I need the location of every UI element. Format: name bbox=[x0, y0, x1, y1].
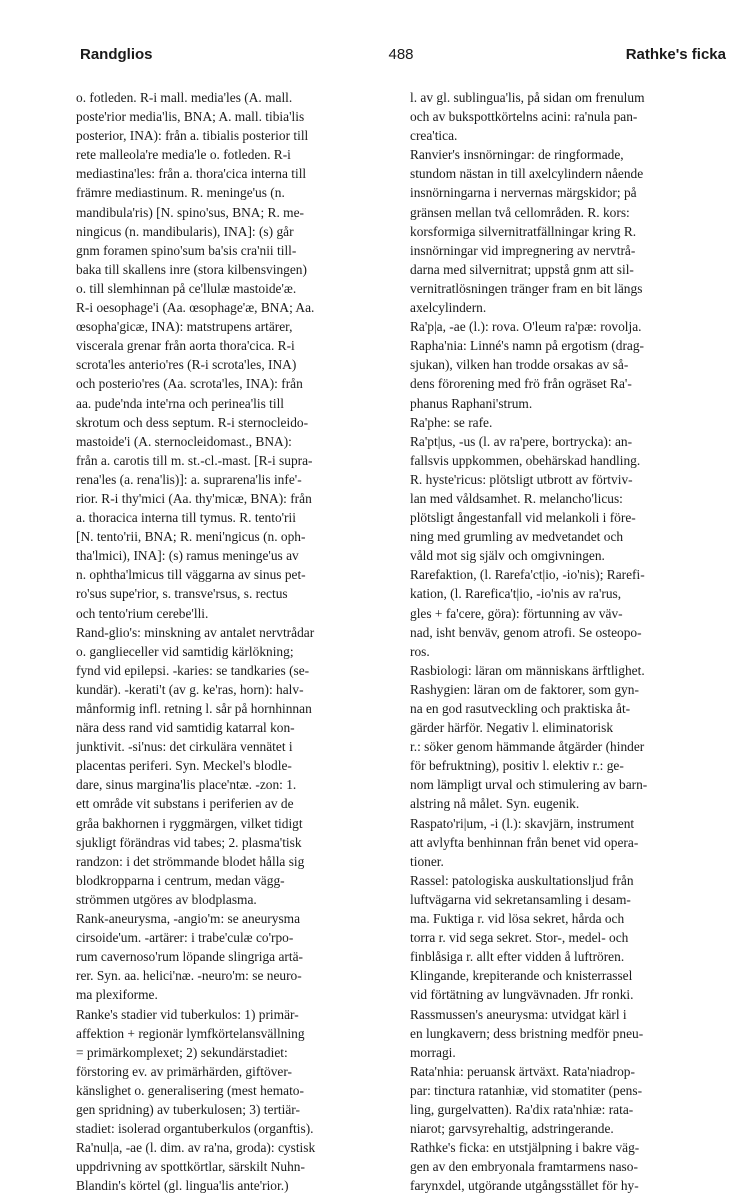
text-line: junktivit. -si'nus: det cirkulära vennätet i bbox=[76, 739, 293, 755]
text-line: strömmen utgöres av blodplasma. bbox=[76, 891, 257, 907]
text-line: en lungkavern; dess bristning medför pneu- bbox=[410, 1025, 644, 1041]
text-line: mandibula'ris) [N. spino'sus, BNA; R. me- bbox=[76, 204, 304, 220]
text-line: viscerala grenar från aorta thora'cica. R-i bbox=[76, 338, 295, 354]
text-line: Klingande, krepiterande och knisterrassel bbox=[410, 968, 633, 984]
text-line: ning med grumling av medvetandet och bbox=[410, 529, 624, 545]
text-line: n. ophtha'lmicus till väggarna av sinus pet- bbox=[76, 567, 306, 583]
text-line: Blandin's körtel (gl. lingua'lis ante'rior.) bbox=[76, 1178, 289, 1194]
text-line: främre mediastinum. R. meninge'us (n. bbox=[76, 185, 285, 201]
text-line: ma plexiforme. bbox=[76, 987, 158, 1003]
text-line: kundär). -kerati't (av g. ke'ras, horn): halv- bbox=[76, 681, 304, 697]
text-columns bbox=[76, 88, 726, 1195]
text-line: rete malleola're media'le o. fotleden. R-i bbox=[76, 147, 291, 163]
header-first-entry: Randglios bbox=[80, 46, 153, 63]
text-line: phanus Raphani'strum. bbox=[410, 395, 533, 411]
text-line: mastoide'i (A. sternocleidomast., BNA): bbox=[76, 433, 292, 449]
text-line: att avlyfta benhinnan från benet vid opera- bbox=[410, 834, 639, 850]
header-last-entry: Rathke's ficka bbox=[625, 46, 726, 63]
text-line: gärder härför. Negativ l. eliminatorisk bbox=[410, 720, 614, 736]
text-line: rena'les (a. rena'lis)]: a. suprarena'lis infe'- bbox=[76, 471, 302, 487]
text-line: korsformiga silvernitratfällningar kring R. bbox=[410, 223, 637, 239]
text-line: skrotum och dess septum. R-i sternocleido- bbox=[76, 414, 309, 430]
text-line: för befruktning), positiv l. elektiv r.: ge- bbox=[410, 758, 624, 774]
dictionary-page bbox=[76, 32, 726, 1194]
text-line: R. hyste'ricus: plötsligt utbrott av förtviv- bbox=[410, 471, 633, 487]
text-line: nad, isht benväv, genom atrofi. Se osteopo- bbox=[410, 624, 642, 640]
text-line: fallsvis uppkommen, obehärskad handling. bbox=[410, 452, 641, 468]
text-line: farynxdel, utgörande utgångsstället för hy- bbox=[410, 1178, 639, 1194]
text-line: gen av den embryonala framtarmens naso- bbox=[410, 1159, 638, 1175]
text-line: insnörningar vid impregnering av nervtrå- bbox=[410, 242, 636, 258]
text-line: insnörningarna i nervernas märgskidor; på bbox=[410, 185, 637, 201]
text-line: = primärkomplexet; 2) sekundärstadiet: bbox=[76, 1044, 288, 1060]
text-line: luftvägarna vid sekretansamling i desam- bbox=[410, 891, 631, 907]
text-line: alstring nå målet. Syn. eugenik. bbox=[410, 796, 580, 812]
text-line: morragi. bbox=[410, 1044, 456, 1060]
text-line: o. ganglieceller vid samtidig kärlökning; bbox=[76, 643, 294, 659]
text-line: och tento'rium cerebe'lli. bbox=[76, 605, 209, 621]
text-line: o. till slemhinnan på ce'llulæ mastoide'æ. bbox=[76, 280, 297, 296]
text-line: lan med våldsamhet. R. melancho'licus: bbox=[410, 490, 623, 506]
text-line: fynd vid epilepsi. -karies: se tandkaries (se- bbox=[76, 662, 310, 678]
text-line: Ranke's stadier vid tuberkulos: 1) primär- bbox=[76, 1006, 299, 1022]
text-line: a. thoracica interna till tymus. R. tento'rii bbox=[76, 510, 296, 526]
running-header bbox=[76, 32, 726, 66]
text-line: gråa bakhornen i ryggmärgen, vilket tidigt bbox=[76, 815, 303, 831]
text-line: finblåsiga r. allt efter vidden å luftrören. bbox=[410, 949, 625, 965]
text-line: sjukan), vilken han trodde orsakas av så- bbox=[410, 357, 629, 373]
text-line: Ra'pt|us, -us (l. av ra'pere, bortrycka): an- bbox=[410, 433, 633, 449]
text-line: placentas periferi. Syn. Meckel's blodle- bbox=[76, 758, 292, 774]
text-line: randzon: i det strömmande blodet hålla sig bbox=[76, 853, 305, 869]
text-line: Rashygien: läran om de faktorer, som gyn- bbox=[410, 681, 639, 697]
text-line: Ra'p|a, -ae (l.): rova. O'leum ra'pæ: rovolja. bbox=[410, 319, 642, 335]
text-line: par: tinctura ratanhiæ, vid stomatiter (pens- bbox=[410, 1082, 643, 1098]
text-line: dens förorening med frö från ogräset Ra'- bbox=[410, 376, 632, 392]
text-line: dare, sinus margina'lis place'ntæ. -zon: 1. bbox=[76, 777, 297, 793]
text-line: crea'tica. bbox=[410, 128, 458, 144]
text-line: uppdrivning av spottkörtlar, särskilt Nuhn- bbox=[76, 1159, 305, 1175]
text-line: Rata'nhia: peruansk ärtväxt. Rata'niadrop- bbox=[410, 1063, 635, 1079]
text-line: ma. Fuktiga r. vid lösa sekret, hårda och bbox=[410, 911, 625, 927]
text-line: gnm foramen spino'sum ba'sis cra'nii till- bbox=[76, 242, 297, 258]
text-line: och posterio'res (Aa. scrota'les, INA): från bbox=[76, 376, 303, 392]
text-line: ningicus (n. mandibularis), INA]: (s) går bbox=[76, 223, 294, 239]
text-line: Rarefaktion, (l. Rarefa'ct|io, -io'nis); Rarefi- bbox=[410, 567, 645, 583]
text-line: Ra'phe: se rafe. bbox=[410, 414, 493, 430]
left-column bbox=[76, 88, 392, 1195]
text-line: Rassmussen's aneurysma: utvidgat kärl i bbox=[410, 1006, 627, 1022]
text-line: från a. carotis till m. st.-cl.-mast. [R-i supra- bbox=[76, 452, 313, 468]
text-line: ro'sus supe'rior, s. transve'rsus, s. rectus bbox=[76, 586, 288, 602]
text-line: œsopha'gicæ, INA): matstrupens artärer, bbox=[76, 319, 293, 335]
text-line: na en god rasutveckling och praktiska åt- bbox=[410, 701, 631, 716]
text-line: axelcylindern. bbox=[410, 300, 487, 316]
text-line: och av bukspottkörtelns acini: ra'nula pan- bbox=[410, 109, 638, 125]
text-line: nom lämpligt urval och stimulering av barn- bbox=[410, 777, 648, 793]
text-line: Rassel: patologiska auskultationsljud från bbox=[410, 872, 634, 888]
text-line: sjukligt förändras vid tabes; 2. plasma'tisk bbox=[76, 834, 302, 850]
text-line: [N. tento'rii, BNA; R. meni'ngicus (n. oph- bbox=[76, 529, 306, 545]
text-line: scrota'les anterio'res (R-i scrota'les, INA) bbox=[76, 357, 297, 373]
text-line: baka till skallens inre (stora kilbensvingen) bbox=[76, 261, 307, 277]
text-line: Rasbiologi: läran om människans ärftlighet. bbox=[410, 662, 645, 678]
text-line: plötsligt ångestanfall vid melankoli i före- bbox=[410, 510, 636, 526]
text-line: poste'rior media'lis, BNA; A. mall. tibia'lis bbox=[76, 109, 305, 125]
text-line: ros. bbox=[410, 643, 430, 659]
text-line: ett område vit substans i periferien av de bbox=[76, 796, 294, 812]
text-line: vid förtätning av lungvävnaden. Jfr ronki. bbox=[410, 987, 634, 1003]
text-line: tioner. bbox=[410, 853, 444, 869]
text-line: tha'lmici), INA]: (s) ramus meninge'us av bbox=[76, 548, 299, 564]
text-line: R-i oesophage'i (Aa. œsophage'æ, BNA; Aa. bbox=[76, 300, 315, 316]
text-line: mediastina'les: från a. thora'cica interna till bbox=[76, 166, 307, 182]
text-line: cirsoide'um. -artärer: i trabe'culæ co'rpo- bbox=[76, 930, 294, 946]
text-line: blodkropparna i centrum, medan vägg- bbox=[76, 872, 285, 888]
text-line: Ranvier's insnörningar: de ringformade, bbox=[410, 147, 624, 163]
text-line: månformig infl. retning l. sår på hornhinnan bbox=[76, 701, 312, 716]
text-line: gles + fa'cere, göra): förtunning av väv- bbox=[410, 605, 623, 621]
right-column bbox=[410, 88, 726, 1195]
text-line: vernitratlösningen tränger fram en bit längs bbox=[410, 280, 643, 296]
text-line: l. av gl. sublingua'lis, på sidan om frenulum bbox=[410, 90, 645, 105]
text-line: darna med silvernitrat; uppstå gnm att sil- bbox=[410, 261, 634, 277]
text-line: Rathke's ficka: en utstjälpning i bakre väg- bbox=[410, 1140, 640, 1156]
text-line: stundom nästan in till axelcylindern nående bbox=[410, 166, 644, 182]
text-line: nära dess rand vid samtidig katarral kon- bbox=[76, 720, 295, 736]
text-line: Raspato'ri|um, -i (l.): skavjärn, instrument bbox=[410, 815, 635, 831]
text-line: stadiet: isolerad organtuberkulos (organftis). bbox=[76, 1121, 314, 1137]
text-line: niarot; garvsyrehaltig, adstringerande. bbox=[410, 1121, 614, 1137]
text-line: torra r. vid sega sekret. Stor-, medel- och bbox=[410, 930, 629, 946]
text-line: rum cavernoso'rum löpande slingriga artä- bbox=[76, 949, 303, 965]
text-line: våld mot sig själv och omgivningen. bbox=[410, 548, 605, 564]
text-line: Ra'nul|a, -ae (l. dim. av ra'na, groda): cystisk bbox=[76, 1140, 316, 1156]
text-line: affektion + regionär lymfkörtelansvällning bbox=[76, 1025, 305, 1041]
page-number: 488 bbox=[388, 46, 414, 63]
text-line: rior. R-i thy'mici (Aa. thy'micæ, BNA): från bbox=[76, 490, 312, 506]
text-line: ling, gurgelvatten). Ra'dix rata'nhiæ: rata- bbox=[410, 1101, 634, 1117]
text-line: Rand-glio's: minskning av antalet nervtrådar bbox=[76, 624, 315, 640]
text-line: känslighet o. generalisering (mest hemato- bbox=[76, 1082, 304, 1098]
text-line: gen spridning) av tuberkulosen; 3) tertiär- bbox=[76, 1101, 300, 1117]
text-line: gränsen mellan två cellområden. R. kors: bbox=[410, 204, 630, 220]
text-line: aa. pude'nda inte'rna och perinea'lis till bbox=[76, 395, 285, 411]
text-line: o. fotleden. R-i mall. media'les (A. mall. bbox=[76, 90, 293, 105]
text-line: förstoring ev. av primärhärden, giftöver- bbox=[76, 1063, 293, 1079]
text-line: r.: söker genom hämmande åtgärder (hinder bbox=[410, 739, 645, 755]
text-line: Rapha'nia: Linné's namn på ergotism (drag- bbox=[410, 338, 645, 354]
text-line: Rank-aneurysma, -angio'm: se aneurysma bbox=[76, 911, 301, 927]
text-line: kation, (l. Rarefica't|io, -io'nis av ra'rus, bbox=[410, 586, 622, 602]
text-line: posterior, INA): från a. tibialis posterior till bbox=[76, 128, 309, 144]
text-line: rer. Syn. aa. helici'næ. -neuro'm: se neuro- bbox=[76, 968, 302, 984]
